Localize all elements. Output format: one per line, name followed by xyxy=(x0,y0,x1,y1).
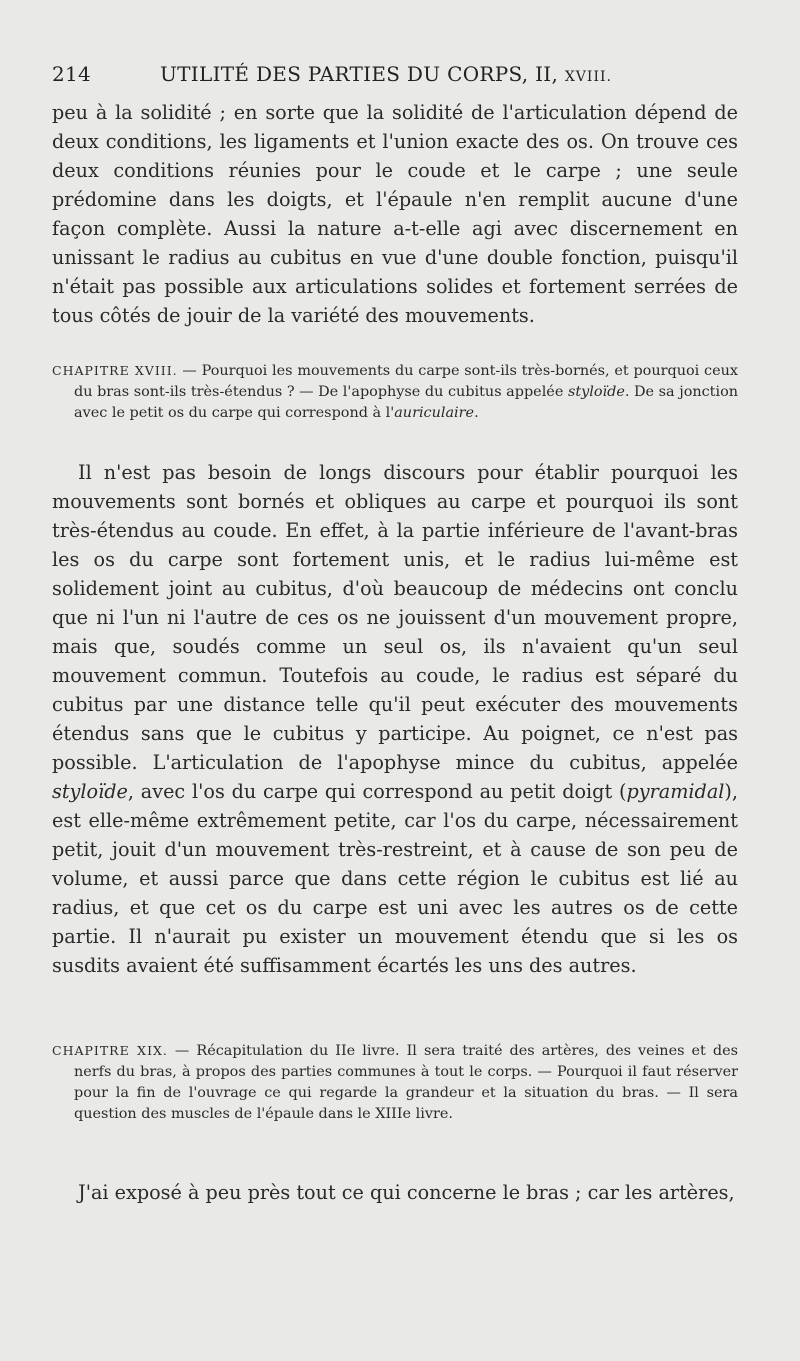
paragraph-main xyxy=(52,458,738,980)
paragraph-segment: Il n'est pas besoin de longs discours pour établir pourquoi les mouvements sont bornés et obliques au carpe et pourquoi ils sont très-étendus au coude. En effet, à la partie inférieure de l'avant-bras les os du carpe sont fortement unis, et le radius lui-même est solidement joint au cubitus, d'où beaucoup de médecins ont conclu que ni l'un ni l'autre de ces os ne jouissent d'un mouvement propre, mais que, soudés comme un seul os, ils n'avaient qu'un seul mouvement commun. Toutefois au coude, le radius est séparé du cubitus par une distance telle qu'il peut exécuter des mouvements étendus sans que le cubitus y participe. Au poignet, ce n'est pas possible. L'articulation de l'apophyse mince du cubitus, appelée xyxy=(52,461,738,774)
term-styloide: styloïde xyxy=(567,384,625,400)
chapter-18-text: — Pourquoi les mouvements du carpe sont-ils très-bornés, et pourquoi ceux du bras sont-ils très-étendus ? — De l'apophyse du cubitus appelée xyxy=(74,363,738,400)
chapter-18-label: CHAPITRE XVIII. xyxy=(52,363,178,378)
paragraph-text: peu à la solidité ; en sorte que la solidité de l'articulation dépend de deux conditions, les ligaments et l'union exacte des os. On trouve ces deux conditions réunies pour le coude et le carpe ; une seule prédomine dans les doigts, et l'épaule n'en remplit aucune d'une façon complète. Aussi la nature a-t-elle agi avec discernement en unissant le radius au cubitus en vue d'une double fonction, puisqu'il n'était pas possible aux articulations solides et fortement serrées de tous côtés de jouir de la variété des mouvements. xyxy=(52,101,738,327)
paragraph-segment: ), est elle-même extrêmement petite, car l'os du carpe, nécessairement petit, jouit d'un mouvement très-restreint, et à cause de son peu de volume, et aussi parce que dans cette région le cubitus est lié au radius, et que cet os du carpe est uni avec les autres os de cette partie. Il n'aurait pu exister un mouvement étendu que si les os susdits avaient été suffisamment écartés les uns des autres. xyxy=(52,780,738,977)
running-title xyxy=(160,62,612,86)
chapter-mark: XVIII. xyxy=(564,69,612,85)
running-title-text: UTILITÉ DES PARTIES DU CORPS, II, xyxy=(160,62,559,86)
term-styloide: styloïde xyxy=(52,780,128,803)
term-pyramidal: pyramidal xyxy=(626,780,725,803)
paragraph-continued xyxy=(52,98,738,330)
term-auriculaire: auriculaire xyxy=(394,405,475,421)
chapter-18-heading xyxy=(52,360,738,424)
chapter-18-text: . De sa jonction avec le petit os du carpe qui correspond à l' xyxy=(74,384,738,421)
paragraph-text: J'ai exposé à peu près tout ce qui concerne le bras ; car les artères, xyxy=(78,1181,735,1204)
chapter-18-summary xyxy=(52,360,738,424)
chapter-19-label: CHAPITRE XIX. xyxy=(52,1043,168,1058)
chapter-19-summary xyxy=(52,1040,738,1125)
chapter-19-heading xyxy=(52,1040,738,1125)
chapter-19-text: — Récapitulation du IIe livre. Il sera traité des artères, des veines et des nerfs du bras, à propos des parties communes à tout le corps. — Pourquoi il faut réserver pour la fin de l'ouvrage ce qui regarde la grandeur et la situation du bras. — Il sera question des muscles de l'épaule dans le XIIIe livre. xyxy=(74,1043,738,1122)
paragraph-segment: , avec l'os du carpe qui correspond au petit doigt ( xyxy=(127,780,627,803)
paragraph-final xyxy=(52,1178,738,1207)
page-number: 214 xyxy=(52,62,92,86)
chapter-18-text: . xyxy=(474,405,479,421)
paragraph-text xyxy=(52,458,738,980)
